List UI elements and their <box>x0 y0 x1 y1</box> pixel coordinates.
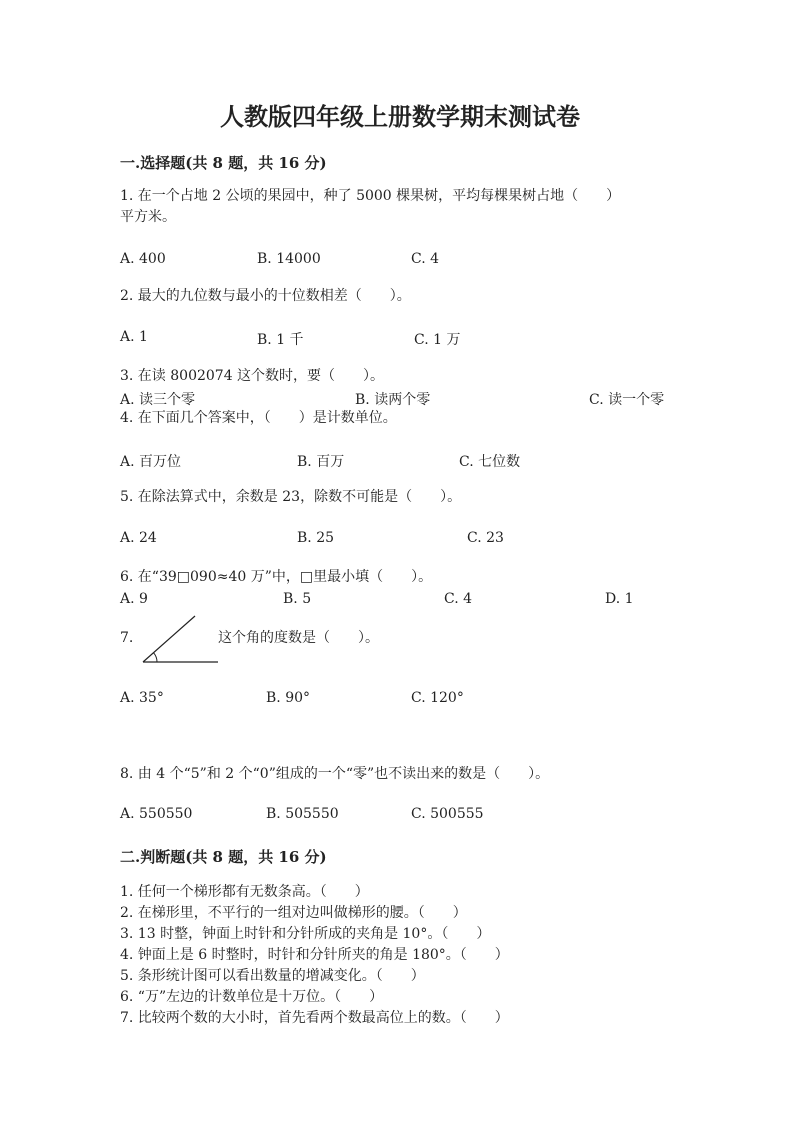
question-6-option-a: A. 9 <box>120 591 148 607</box>
angle-figure <box>140 614 220 666</box>
page-title: 人教版四年级上册数学期末测试卷 <box>220 102 580 131</box>
judgement-item-4: 4. 钟面上是 6 时整时，时针和分针所夹的角是 180°。（ ） <box>120 947 509 963</box>
judgement-item-2: 2. 在梯形里，不平行的一组对边叫做梯形的腰。（ ） <box>120 905 467 921</box>
question-6-option-c: C. 4 <box>444 591 473 607</box>
question-5-option-a: A. 24 <box>120 530 157 546</box>
question-1-option-b: B. 14000 <box>257 251 321 267</box>
angle-arc <box>154 653 158 662</box>
question-3-option-c: C. 读一个零 <box>589 392 665 408</box>
question-1-line-1: 1. 在一个占地 2 公顷的果园中，种了 5000 棵果树，平均每棵果树占地（ ） <box>120 188 621 204</box>
question-7-option-b: B. 90° <box>266 690 311 706</box>
judgement-item-6: 6. “万”左边的计数单位是十万位。（ ） <box>120 989 384 1005</box>
judgement-item-3: 3. 13 时整，钟面上时针和分针所成的夹角是 10°。（ ） <box>120 926 491 942</box>
angle-slanted-ray <box>143 616 195 662</box>
question-3-option-a: A. 读三个零 <box>120 392 196 408</box>
question-8-option-c: C. 500555 <box>411 806 484 822</box>
question-7-text: 这个角的度数是（ ）。 <box>218 630 379 646</box>
question-3-text: 3. 在读 8002074 这个数时，要（ ）。 <box>120 368 385 384</box>
question-4-option-c: C. 七位数 <box>459 454 521 470</box>
question-8-text: 8. 由 4 个“5”和 2 个“0”组成的一个“零”也不读出来的数是（ ）。 <box>120 766 550 782</box>
question-3-option-b: B. 读两个零 <box>355 392 431 408</box>
question-6-text: 6. 在“39□090≈40 万”中，□里最小填（ ）。 <box>120 569 433 585</box>
question-4-text: 4. 在下面几个答案中，（ ）是计数单位。 <box>120 410 397 426</box>
judgement-item-7: 7. 比较两个数的大小时，首先看两个数最高位上的数。（ ） <box>120 1010 509 1026</box>
question-8-option-b: B. 505550 <box>266 806 339 822</box>
question-7-option-a: A. 35° <box>120 690 164 706</box>
question-2-option-a: A. 1 <box>120 329 148 345</box>
question-7-number: 7. <box>120 630 134 646</box>
question-7-option-c: C. 120° <box>411 690 464 706</box>
section-heading-judgement: 二.判断题(共 8 题，共 16 分) <box>120 848 327 866</box>
question-4-option-b: B. 百万 <box>297 454 345 470</box>
question-8-option-a: A. 550550 <box>120 806 193 822</box>
question-6-option-d: D. 1 <box>605 591 634 607</box>
question-2-text: 2. 最大的九位数与最小的十位数相差（ ）。 <box>120 288 411 304</box>
question-2-option-b: B. 1 千 <box>257 332 304 348</box>
question-5-text: 5. 在除法算式中，余数是 23，除数不可能是（ ）。 <box>120 489 462 505</box>
judgement-item-1: 1. 任何一个梯形都有无数条高。（ ） <box>120 884 369 900</box>
question-1-line-2: 平方米。 <box>120 209 176 225</box>
judgement-item-5: 5. 条形统计图可以看出数量的增减变化。（ ） <box>120 968 425 984</box>
question-1-option-c: C. 4 <box>411 251 440 267</box>
question-2-option-c: C. 1 万 <box>414 332 461 348</box>
question-4-option-a: A. 百万位 <box>120 454 182 470</box>
section-heading-choice: 一.选择题(共 8 题，共 16 分) <box>120 154 327 172</box>
question-5-option-c: C. 23 <box>467 530 504 546</box>
question-6-option-b: B. 5 <box>283 591 312 607</box>
question-5-option-b: B. 25 <box>297 530 335 546</box>
question-1-option-a: A. 400 <box>120 251 166 267</box>
